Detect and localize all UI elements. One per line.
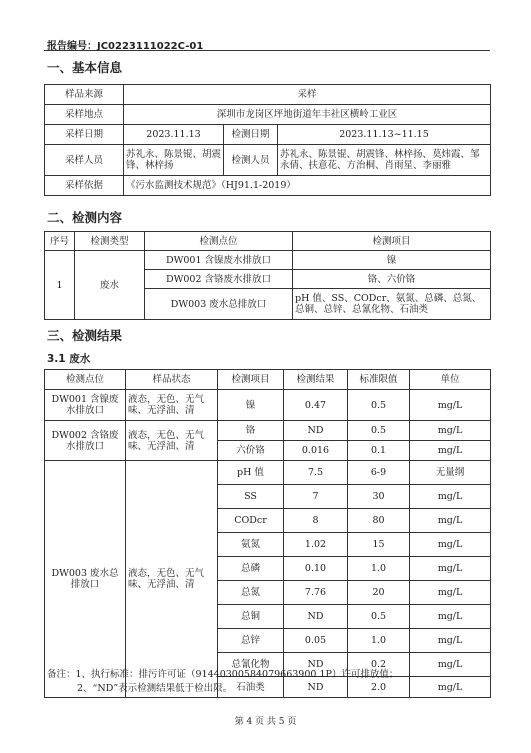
unit-cell: mg/L [410, 485, 491, 509]
item-cell: SS [218, 485, 284, 509]
limit-cell: 30 [348, 485, 410, 509]
point-cell: DW002 含铬废水排放口 [145, 270, 293, 289]
value-test-date: 2023.11.13~11.15 [278, 125, 491, 145]
limit-cell: 0.5 [348, 421, 410, 441]
result-cell: 0.016 [284, 441, 348, 461]
label-testers: 检测人员 [224, 145, 278, 176]
table-row [45, 176, 491, 196]
result-cell: 7 [284, 485, 348, 509]
limit-cell: 80 [348, 509, 410, 533]
item-cell: 六价铬 [218, 441, 284, 461]
results-table [44, 369, 491, 698]
header-type: 检测类型 [75, 232, 145, 251]
header-point: 检测点位 [145, 232, 293, 251]
unit-cell: mg/L [410, 557, 491, 581]
subsection-wastewater-title: 3.1 废水 [47, 353, 91, 365]
value-samplers: 苏礼永、陈景锟、胡震锋、林梓扬 [124, 145, 224, 176]
state-cell: 液态，无色、无气味、无浮油、清 [126, 421, 218, 461]
test-content-table [44, 231, 491, 320]
unit-cell: mg/L [410, 390, 491, 421]
limit-cell: 15 [348, 533, 410, 557]
unit-cell: mg/L [410, 509, 491, 533]
item-cell: 总氮 [218, 581, 284, 605]
label-sampling-basis: 采样依据 [45, 176, 124, 196]
section-basic-info-title: 一、基本信息 [47, 60, 123, 75]
value-sampling-date: 2023.11.13 [124, 125, 224, 145]
item-cell: 铬 [218, 421, 284, 441]
result-cell: 7.5 [284, 461, 348, 485]
unit-cell: mg/L [410, 653, 491, 677]
header-divider [44, 50, 490, 51]
point-cell: DW002 含铬废水排放口 [45, 421, 126, 461]
limit-cell: 6-9 [348, 461, 410, 485]
limit-cell: 0.2 [348, 653, 410, 677]
item-cell: 氨氮 [218, 533, 284, 557]
state-cell: 液态，无色、无气味、无浮油、清 [126, 461, 218, 698]
item-cell: 镍 [218, 390, 284, 421]
result-cell: 7.76 [284, 581, 348, 605]
value-sample-source: 采样 [124, 85, 491, 105]
table-row [45, 421, 491, 441]
value-sampling-site: 深圳市龙岗区坪地街道年丰社区横岭工业区 [124, 105, 491, 125]
limit-cell: 0.5 [348, 605, 410, 629]
table-header-row [45, 232, 491, 251]
note-line-1: 备注：1、执行标准：排污许可证（91440300584079663900 1P）许可排放值； [47, 669, 399, 680]
point-cell: DW001 含镍废水排放口 [145, 251, 293, 270]
header-result: 检测结果 [284, 370, 348, 390]
point-cell: DW003 废水总排放口 [145, 289, 293, 320]
label-sample-source: 样品来源 [45, 85, 124, 105]
limit-cell: 1.0 [348, 629, 410, 653]
items-cell: 镍 [293, 251, 491, 270]
label-test-date: 检测日期 [224, 125, 278, 145]
result-cell: 1.02 [284, 533, 348, 557]
unit-cell: 无量纲 [410, 461, 491, 485]
header-state: 样品状态 [126, 370, 218, 390]
unit-cell: mg/L [410, 605, 491, 629]
value-testers: 苏礼永、陈景锟、胡震锋、林梓扬、莫炜霞、邹永倩、扶意花、方治桐、肖雨星、李丽雅 [278, 145, 491, 176]
notes [47, 668, 487, 696]
header-point: 检测点位 [45, 370, 126, 390]
item-cell: 石油类 [218, 677, 284, 698]
result-cell: ND [284, 677, 348, 698]
unit-cell: mg/L [410, 441, 491, 461]
label-samplers: 采样人员 [45, 145, 124, 176]
page-number: 第 4 页 共 5 页 [234, 717, 297, 727]
header-items: 检测项目 [293, 232, 491, 251]
item-cell: 总氰化物 [218, 653, 284, 677]
unit-cell: mg/L [410, 421, 491, 441]
note-line-2: 2、“ND”表示检测结果低于检出限。 [77, 683, 233, 694]
header-unit: 单位 [410, 370, 491, 390]
table-header-row [45, 370, 491, 390]
point-cell: DW003 废水总排放口 [45, 461, 126, 698]
limit-cell: 1.0 [348, 557, 410, 581]
seq-value: 1 [45, 251, 75, 320]
table-row [45, 145, 491, 176]
unit-cell: mg/L [410, 533, 491, 557]
table-row [45, 125, 491, 145]
table-row [45, 251, 491, 270]
header-seq: 序号 [45, 232, 75, 251]
report-number: 报告编号：JC0223111022C-01 [47, 41, 204, 52]
result-cell: ND [284, 421, 348, 441]
limit-cell: 0.5 [348, 390, 410, 421]
header-item: 检测项目 [218, 370, 284, 390]
unit-cell: mg/L [410, 677, 491, 698]
result-cell: ND [284, 653, 348, 677]
result-cell: 0.10 [284, 557, 348, 581]
table-row [45, 85, 491, 105]
item-cell: 总锌 [218, 629, 284, 653]
result-cell: 8 [284, 509, 348, 533]
value-sampling-basis: 《污水监测技术规范》（HJ91.1-2019） [124, 176, 491, 196]
limit-cell: 20 [348, 581, 410, 605]
basic-info-table [44, 84, 491, 196]
point-cell: DW001 含镍废水排放口 [45, 390, 126, 421]
label-sampling-date: 采样日期 [45, 125, 124, 145]
type-value: 废水 [75, 251, 145, 320]
limit-cell: 2.0 [348, 677, 410, 698]
section-results-title: 三、检测结果 [47, 328, 123, 343]
limit-cell: 0.1 [348, 441, 410, 461]
item-cell: pH 值 [218, 461, 284, 485]
item-cell: 总铜 [218, 605, 284, 629]
table-row [45, 105, 491, 125]
result-cell: 0.47 [284, 390, 348, 421]
unit-cell: mg/L [410, 629, 491, 653]
header-limit: 标准限值 [348, 370, 410, 390]
item-cell: CODcr [218, 509, 284, 533]
state-cell: 液态，无色、无气味、无浮油、清 [126, 390, 218, 421]
table-row [45, 390, 491, 421]
unit-cell: mg/L [410, 581, 491, 605]
result-cell: 0.05 [284, 629, 348, 653]
item-cell: 总磷 [218, 557, 284, 581]
table-row [45, 461, 491, 485]
section-content-title: 二、检测内容 [47, 210, 123, 225]
items-cell: pH 值、SS、CODcr、氨氮、总磷、总氮、总铜、总锌、总氰化物、石油类 [293, 289, 491, 320]
items-cell: 铬、六价铬 [293, 270, 491, 289]
label-sampling-site: 采样地点 [45, 105, 124, 125]
result-cell: ND [284, 605, 348, 629]
